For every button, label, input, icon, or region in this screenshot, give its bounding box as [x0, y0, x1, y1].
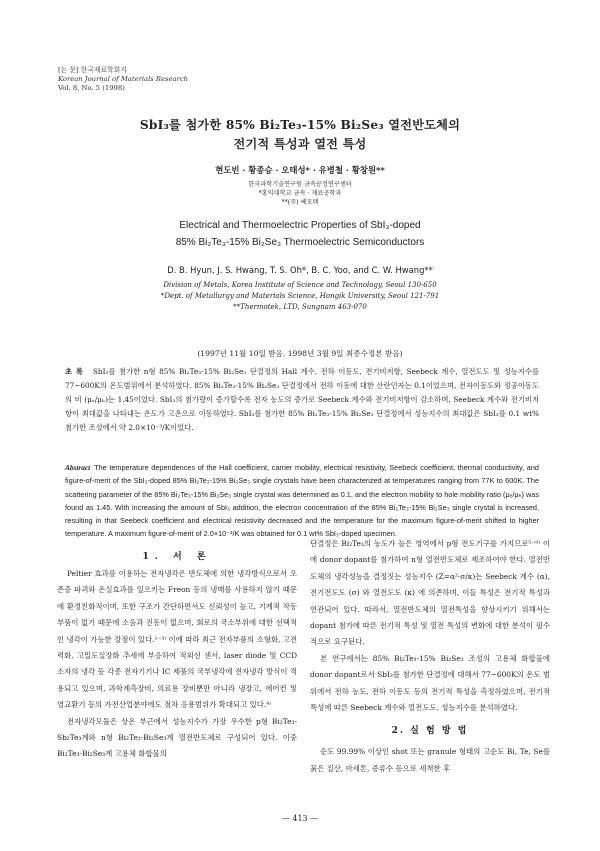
- affiliations-en: [0, 280, 600, 313]
- journal-header: [58, 66, 188, 93]
- section-1-heading: 1. 서 론: [142, 552, 212, 562]
- right-paragraph-2: 본 연구에서는 85% Bi₂Te₃-15% Bi₂Se₃ 조성의 고용체 화합물에 donor dopant로서 SbI₃를 첨가한 단결정에 대해서 77~600K의 온도 범위에서 전하 농도, 전하 이동도 등의 전기적 특성을 측정하였으며, 전기적 특성에 따른 Seebeck 계수와 열전도도, 성능지수를 분석하였다.: [310, 653, 550, 713]
- abstract-ko: [65, 365, 539, 435]
- right-column: [310, 536, 550, 777]
- journal-volume: Vol. 8, No. 5 (1998): [58, 84, 125, 92]
- left-column: [57, 566, 297, 763]
- affiliation-ko-1: 한국과학기술연구원 금속공정연구센터: [248, 181, 352, 188]
- journal-name-en: Korean Journal of Materials Research: [58, 75, 189, 83]
- abstract-ko-label: 초 록: [65, 367, 83, 376]
- authors-ko: 현도빈 · 황종승 · 오태성* · 유병철 · 황창원**: [215, 165, 385, 175]
- affiliation-ko-2: *홍익대학교 금속 · 재료공학과: [258, 190, 342, 197]
- title-ko-line1: SbI₃를 첨가한 85% Bi₂Te₃-15% Bi₂Se₃ 열전반도체의: [139, 118, 461, 132]
- affiliation-en-2: *Dept. of Metallurgy and Materials Science, Hongik University, Seoul 121-791: [160, 292, 440, 300]
- journal-name-ko: [논 문] 한국재료학회지: [58, 66, 127, 74]
- abstract-en: [65, 461, 539, 541]
- title-ko-line2: 전기적 특성과 열전 특성: [233, 137, 367, 151]
- intro-paragraph-1: Peltier 효과를 이용하는 전자냉각은 반도체에 의한 냉각방식으로서 오존층 파괴와 온실효과를 일으키는 Freon 등의 냉매를 사용하지 않기 때문에 환경친화적이며, 또한 구조가 간단하면서도 신뢰성이 높고, 기계적 작동부품이 없기 때문에 소음과 진동이 없으며, 회로의 국소부위에 대한 선택적인 냉각이 가능한 장점이 있다.¹⁻³⁾ 이에 따라 최근 전자부품의 소형화, 고전력화, 고밀도실장화 추세에 부응하여 적외선 센서, laser diode 및 CCD 소자의 냉각 등 각종 전자기기나 IC 제품의 국부냉각에 전자냉각 방식이 적용되고 있으며, 과학계측장비, 의료용 장비뿐만 아니라 냉장고, 에어컨 및 염교환기 등의 가전산업분야에도 점차 응용범위가 확대되고 있다.⁴⁾: [57, 569, 297, 710]
- title-en: [0, 217, 600, 251]
- abstract-en-label: Abstract: [65, 463, 91, 472]
- intro-paragraph-2: 전자냉각모듈은 상온 부근에서 성능지수가 가장 우수한 p형 Bi₂Te₃-Sb₂Te₃계와 n형 Bi₂Te₃-Bi₂Se₃계 열전반도체로 구성되어 있다. 이중 Bi₂Te₃-Bi₂Se₃계 고용체 화합물의: [57, 716, 297, 759]
- right-paragraph-1: 단결정은 Bi₂Te₃의 농도가 높은 영역에서 p형 전도기구를 가지므로⁵⁻⁹⁾ 이에 donor dopant를 첨가하여 n형 열전반도체로 제조하여야 한다. 열전반도체의 냉각성능을 결정짓는 성능지수 (Z=α²·σ/κ)는 Seebeck 계수 (α), 전기전도도 (σ) 와 열전도도 (κ) 에 의존하며, 이들 특성은 전기적 특성과 연관되어 있다. 따라서, 열전반도체의 열전특성을 향상시키기 위해서는 dopant 첨가에 따른 전기적 특성 및 열전 특성의 변화에 대한 분석이 필수적으로 요구된다.: [310, 539, 550, 647]
- affiliations-ko: [0, 180, 600, 207]
- abstract-ko-text: SbI₃를 첨가한 n형 85% Bi₂Te₃-15% Bi₂Se₃ 단결정의 Hall 계수, 전하 이동도, 전기비저항, Seebeck 계수, 열전도도 및 성능지수를 77~600K의 온도범위에서 분석하였다. 85% Bi₂Te₃-15% Bi₂Se₃ 단결정에서 전하 이동에 대한 산란인자는 0.1이었으며, 전자이동도와 정공이동도의 비 (μₑ/μₕ)는 1.45이었다. SbI₃의 첨가량이 증가할수록 전자 농도의 증가로 Seebeck 계수와 전기비저항이 감소하며, Seebeck 계수와 전기비저항이 최대값을 나타내는 온도가 고온으로 이동하였다. SbI₃를 첨가한 85% Bi₂Te₃-15% Bi₂Se₃ 단결정에서 성능지수의 최대값은 SbI₃를 0.1 wt% 첨가한 조성에서 약 2.0×10⁻³/K이었다.: [65, 367, 539, 432]
- affiliation-en-1: Division of Metals, Korea Institute of Science and Technology, Seoul 130-650: [163, 281, 437, 289]
- page-number: — 413 —: [281, 814, 319, 823]
- affiliation-en-3: **Thermotek, LTD, Sungnam 463-070: [233, 303, 367, 311]
- section-2-heading: 2. 실 험 방 법: [391, 726, 469, 737]
- title-en-line2: 85% Bi₂Te₃-15% Bi₂Se₃ Thermoelectric Semiconductors: [175, 237, 425, 248]
- authors-en: D. B. Hyun, J. S. Hwang, T. S. Oh*, B. C. Yoo, and C. W. Hwang**: [167, 265, 433, 275]
- right-paragraph-3: 순도 99.99% 이상인 shot 또는 granule 형태의 고순도 Bi, Te, Se를 묽은 질산, 아세톤, 증류수 등으로 세척한 후: [310, 747, 550, 773]
- received-dates: (1997년 11월 10일 받음, 1998년 3월 9일 최종수정본 받음): [197, 349, 403, 358]
- abstract-en-text: The temperature dependences of the Hall coefficient, carrier mobility, electrical resistivity, Seebeck coefficient, thermal conductivity, and figure-of-merit of the SbI₃-doped 85% Bi₂Te₃-15% Bi₂Se₃ single crystals have been characterized at temperatures ranging from 77K to 600K. The scattering parameter of the 85% Bi₂Te₃-15% Bi₂Se₃ single crystal was determined as 0.1, and the electron mobility to hole mobility ratio (μₑ/μₕ) was found as 1.45. With increasing the amount of SbI₃ addition, the electron concentration of the 85% Bi₂Te₃-15% Bi₂Se₃ single crystal is increased, resulting in that Seebeck coefficient and electrical resistivity decreased and the temperature for the maximum figure-of-merit shifted to higher temperature. A maximum figure-of-merit of 2.0×10⁻³/K was obtained for 0.1 wt% SbI₃-doped specimen.: [65, 463, 539, 539]
- title-en-line1: Electrical and Thermoelectric Properties of SbI₃-doped: [179, 220, 421, 231]
- affiliation-ko-3: **(주) 쎄모텍: [281, 199, 319, 206]
